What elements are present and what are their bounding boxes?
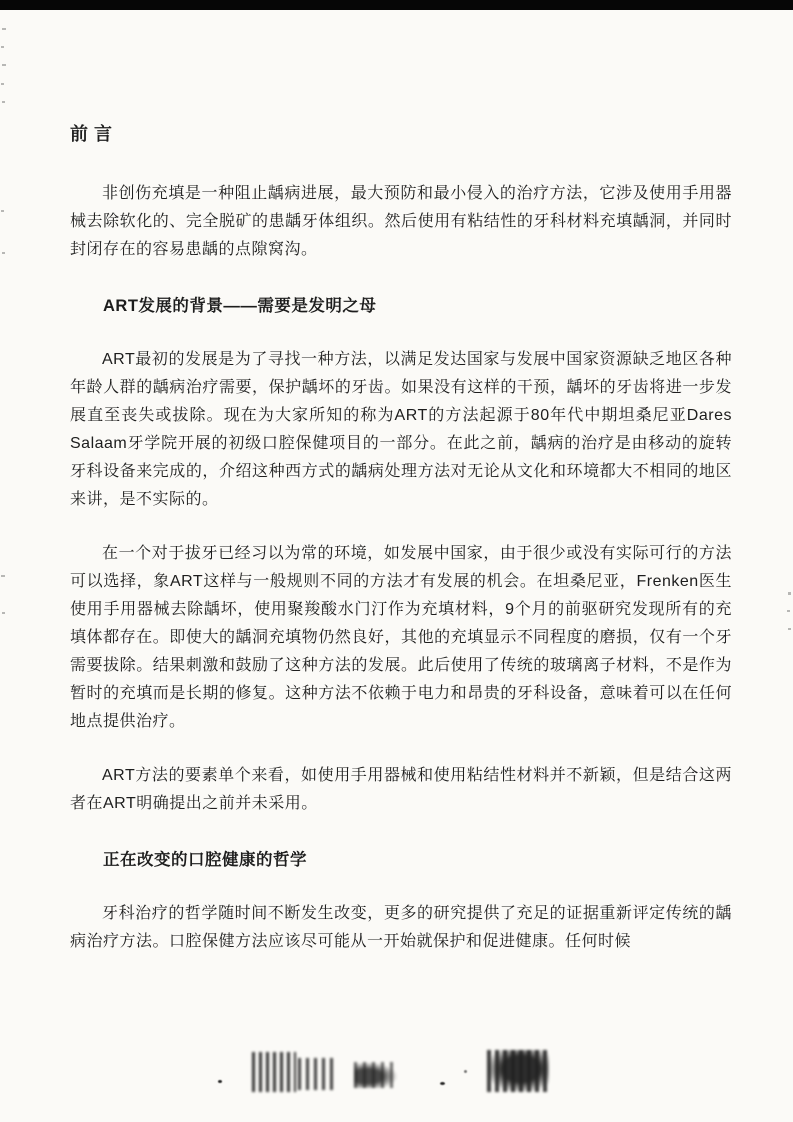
scan-noise-mark (1, 46, 4, 48)
page-title: 前言 (70, 124, 118, 144)
paragraph-philosophy: 牙科治疗的哲学随时间不断发生改变，更多的研究提供了充足的证据重新评定传统的龋病治疗方法。口腔保健方法应该尽可能从一开始就保护和促进健康。任何时候 (70, 905, 732, 950)
scan-noise-mark (788, 592, 791, 595)
paragraph-art-elements: ART方法的要素单个来看，如使用手用器械和使用粘结性材料并不新颖，但是结合这两者在ART明确提出之前并未采用。 (70, 767, 732, 812)
ink-dot (464, 1070, 467, 1073)
paragraph-art-origin: ART最初的发展是为了寻找一种方法，以满足发达国家与发展中国家资源缺乏地区各种年龄人群的龋病治疗需要，保护龋坏的牙齿。如果没有这样的干预，龋坏的牙齿将进一步发展直至丧失或拔除。现在为大家所知的称为ART的方法起源于80年代中期坦桑尼亚Dares Salaam牙学院开展的初级口腔保健项目的一部分。在此之前，龋病的治疗是由移动的旋转牙科设备来完成的，介绍这种西方式的龋病处理方法对无论从文化和环境都大不相同的地区来讲，是不实际的。 (70, 351, 732, 508)
section-heading-art-background: ART发展的背景——需要是发明之母 (103, 297, 377, 315)
scan-noise-mark (2, 28, 6, 30)
ink-smudge (252, 1052, 296, 1092)
paragraph-tanzania-study: 在一个对于拔牙已经习以为常的环境，如发展中国家，由于很少或没有实际可行的方法可以选择，象ART这样与一般规则不同的方法才有发展的机会。在坦桑尼亚，Frenken医生使用手用器械去除龋坏，使用聚羧酸水门汀作为充填材料，9个月的前驱研究发现所有的充填体都存在。即使大的龋洞充填物仍然良好，其他的充填显示不同程度的磨损，仅有一个牙需要拔除。结果刺激和鼓励了这种方法的发展。此后使用了传统的玻璃离子材料，不是作为暂时的充填而是长期的修复。这种方法不依赖于电力和昂贵的牙科设备，意味着可以在任何地点提供治疗。 (70, 545, 732, 730)
scan-noise-mark (788, 628, 791, 630)
ink-smudge (298, 1058, 336, 1090)
scan-noise-mark (1, 83, 4, 85)
scan-noise-mark (2, 612, 5, 614)
paragraph-intro: 非创伤充填是一种阻止龋病进展，最大预防和最小侵入的治疗方法，它涉及使用手用器械去除软化的、完全脱矿的患龋牙体组织。然后使用有粘结性的牙科材料充填龋洞，并同时封闭存在的容易患龋的点隙窝沟。 (70, 185, 732, 258)
ink-dot (218, 1080, 222, 1083)
ink-smudge (487, 1050, 549, 1092)
ink-dot (440, 1082, 445, 1085)
scan-edge-artifact-top (0, 0, 793, 10)
scan-noise-mark (2, 64, 6, 66)
scan-noise-mark (1, 210, 4, 212)
ink-smudge (354, 1062, 398, 1088)
scan-noise-mark (2, 101, 5, 103)
document-content (70, 120, 732, 956)
scan-noise-mark (787, 610, 790, 612)
section-heading-philosophy: 正在改变的口腔健康的哲学 (103, 851, 307, 869)
scan-noise-mark (1, 575, 5, 577)
scan-noise-mark (2, 252, 5, 254)
